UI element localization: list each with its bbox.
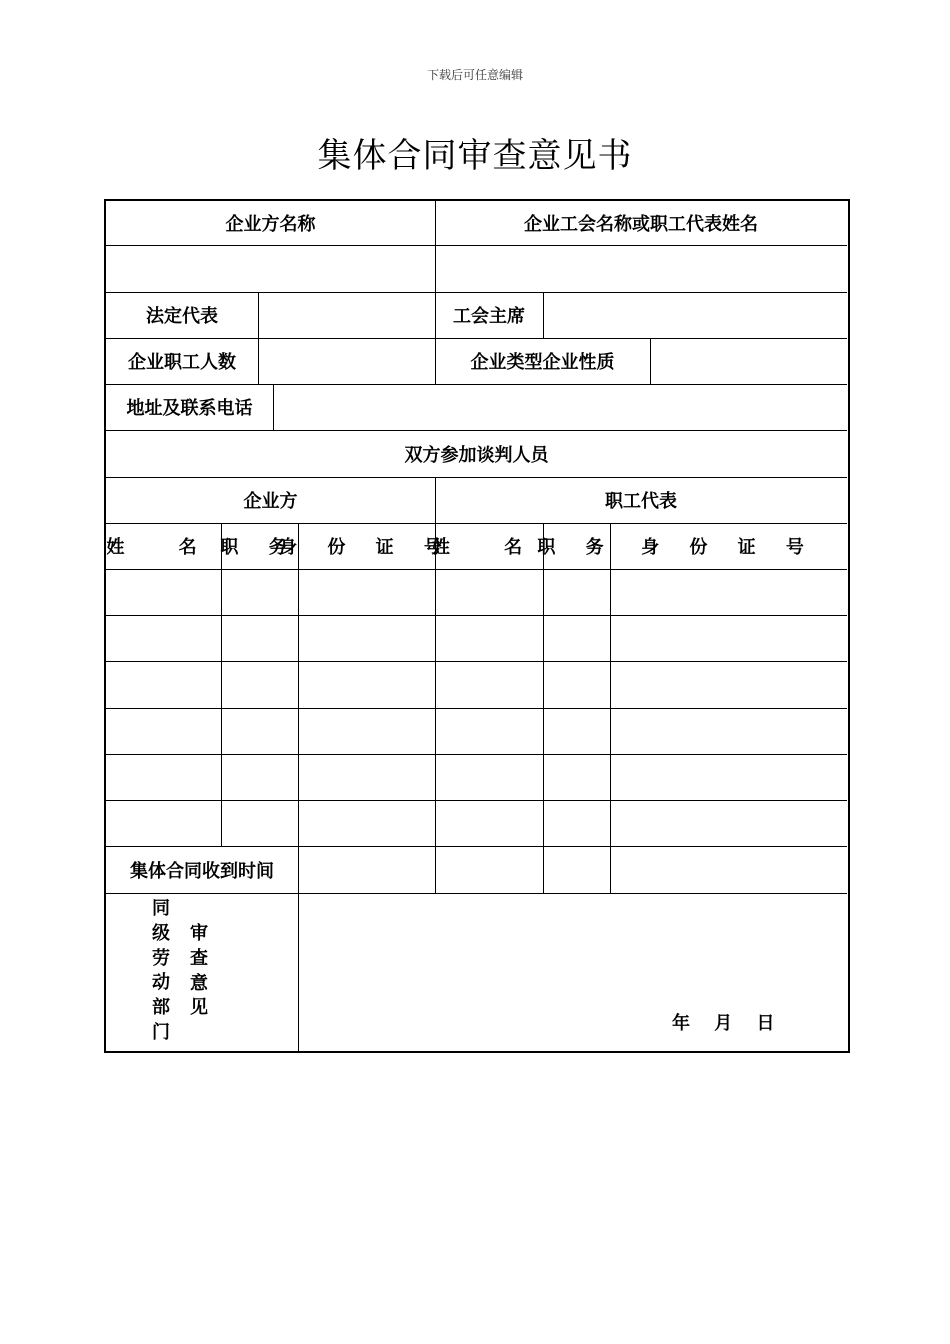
col-header-name-left: 姓 名 xyxy=(106,537,221,558)
dept-label-char: 动 xyxy=(152,972,170,994)
address-phone-field[interactable] xyxy=(273,384,847,430)
employee-count-field[interactable] xyxy=(258,338,435,384)
dept-label-char: 级 xyxy=(152,922,170,944)
col-divider xyxy=(610,523,611,893)
dept-label-char: 部 xyxy=(152,997,170,1019)
union-chair-label: 工会主席 xyxy=(453,306,525,327)
col-divider xyxy=(543,523,544,893)
address-phone-label: 地址及联系电话 xyxy=(126,398,253,419)
review-label-char: 见 xyxy=(190,997,208,1019)
document-title: 集体合同审查意见书 xyxy=(317,136,633,176)
col-header-position-left: 职 务 xyxy=(220,537,299,558)
dept-label-char: 门 xyxy=(152,1021,170,1043)
enterprise-name-field[interactable] xyxy=(106,245,435,292)
date-line: 年 月 日 xyxy=(672,1013,775,1034)
union-name-label: 企业工会名称或职工代表姓名 xyxy=(524,214,758,235)
union-name-field[interactable] xyxy=(435,245,847,292)
enterprise-name-label: 企业方名称 xyxy=(225,214,316,235)
dept-label xyxy=(152,897,170,1046)
col-header-name-right: 姓 名 xyxy=(431,537,547,558)
review-label xyxy=(190,922,208,1021)
review-form xyxy=(104,199,850,1053)
union-chair-field[interactable] xyxy=(543,292,847,338)
col-header-position-right: 职 务 xyxy=(537,537,616,558)
col-divider xyxy=(221,523,222,846)
review-label-char: 查 xyxy=(190,947,208,969)
legal-rep-label: 法定代表 xyxy=(146,306,218,327)
header-note: 下载后可任意编辑 xyxy=(426,68,523,82)
col-header-id-left: 身 份 证 号 xyxy=(279,537,454,558)
received-time-label: 集体合同收到时间 xyxy=(130,860,274,882)
enterprise-type-field[interactable] xyxy=(650,338,847,384)
enterprise-type-label: 企业类型企业性质 xyxy=(470,352,615,373)
employee-rep-heading: 职工代表 xyxy=(605,491,677,512)
review-label-char: 审 xyxy=(190,923,208,944)
row-divider xyxy=(106,708,847,709)
dept-label-char: 同 xyxy=(152,898,170,919)
review-label-char: 意 xyxy=(190,972,208,994)
dept-label-char: 劳 xyxy=(152,947,170,969)
row-divider xyxy=(106,754,847,755)
row-divider xyxy=(106,800,847,801)
row-divider xyxy=(106,661,847,662)
row-divider xyxy=(106,569,847,570)
legal-rep-field[interactable] xyxy=(258,292,435,338)
row-divider xyxy=(106,615,847,616)
col-header-id-right: 身 份 证 号 xyxy=(641,537,816,558)
enterprise-side-heading: 企业方 xyxy=(243,491,298,512)
employee-count-label: 企业职工人数 xyxy=(128,352,236,373)
negotiators-heading: 双方参加谈判人员 xyxy=(404,444,549,466)
